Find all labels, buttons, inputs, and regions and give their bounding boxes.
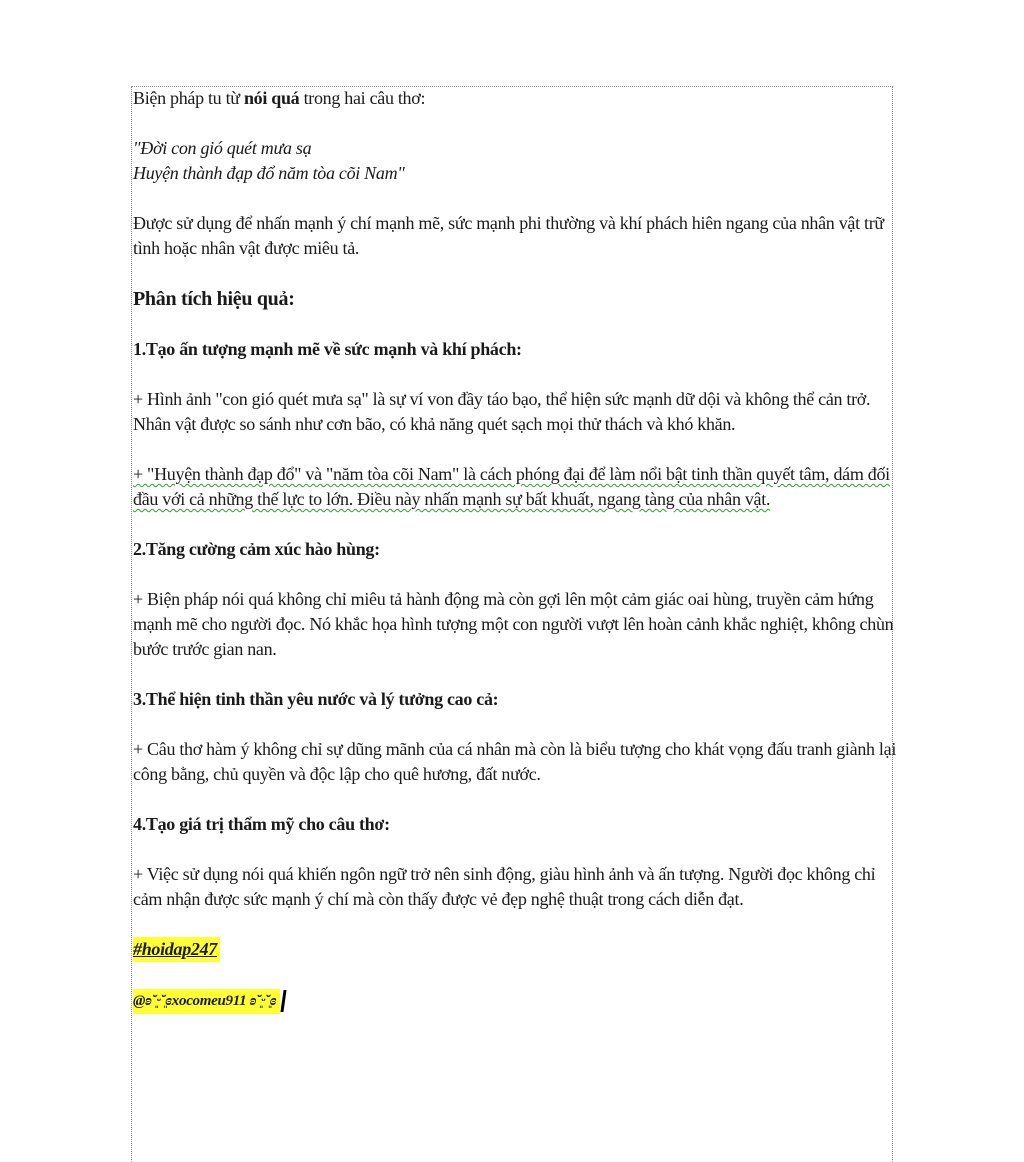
hashtag[interactable]: #hoidap247 bbox=[133, 937, 220, 962]
purpose-paragraph: Được sử dụng để nhấn mạnh ý chí mạnh mẽ, sức mạnh phi thường và khí phách hiên ngang của nhân vật trữ tình hoặc nhân vật được miêu tả. bbox=[133, 213, 884, 258]
section-3-title: 3.Thể hiện tinh thần yêu nước và lý tưởng cao cả: bbox=[133, 689, 499, 709]
section-3-title-text: 3.Thể hiện tinh thần yêu nước và lý tưởng cao cả bbox=[133, 689, 493, 709]
poem-line-1: "Đời con gió quét mưa sạ bbox=[133, 138, 312, 158]
text-cursor bbox=[281, 990, 287, 1012]
intro-prefix: Biện pháp tu từ bbox=[133, 88, 244, 108]
section-1-paragraph-2: + "Huyện thành đạp đổ" và "năm tòa cõi Nam" là cách phóng đại để làm nổi bật tinh thần quyết tâm, dám đối đầu với cả những thế lực to lớn. Điều này nhấn mạnh sự bất khuất, ngang tàng của nhân vật. bbox=[133, 464, 890, 509]
section-2-paragraph-1: + Biện pháp nói quá không chỉ miêu tả hành động mà còn gợi lên một cảm giác oai hùng, truyền cảm hứng mạnh mẽ cho người đọc. Nó khắc họa hình tượng một con người vượt lên hoàn cảnh khắc nghiệt, không chùn bước trước gian nan. bbox=[133, 589, 894, 659]
section-2-title: 2.Tăng cường cảm xúc hào hùng: bbox=[133, 539, 380, 559]
signature: @ʚ˘͈ᵕ˘͈ɞxocomeu911 ʚ˘͈ᵕ˘͈ɞ bbox=[133, 989, 280, 1014]
intro-bold: nói quá bbox=[243, 88, 300, 108]
signature-line bbox=[133, 987, 901, 1014]
section-2-title-text: 2.Tăng cường cảm xúc hào hùng bbox=[133, 539, 375, 559]
section-4-paragraph-1: + Việc sử dụng nói quá khiến ngôn ngữ trở nên sinh động, giàu hình ảnh và ấn tượng. Người đọc không chỉ cảm nhận được sức mạnh ý chí mà còn thấy được vẻ đẹp nghệ thuật trong cách diễn đạt. bbox=[133, 864, 876, 909]
poem-block bbox=[133, 136, 901, 186]
section-1-title: 1.Tạo ấn tượng mạnh mẽ về sức mạnh và khí phách: bbox=[133, 339, 522, 359]
section-1-paragraph-1: + Hình ảnh "con gió quét mưa sạ" là sự ví von đầy táo bạo, thể hiện sức mạnh dữ dội và không thể cản trở. Nhân vật được so sánh như cơn bão, có khả năng quét sạch mọi thử thách và khó khăn. bbox=[133, 389, 871, 434]
section-4-title-text: 4.Tạo giá trị thẩm mỹ cho câu thơ bbox=[133, 814, 385, 834]
section-3-paragraph-1: + Câu thơ hàm ý không chỉ sự dũng mãnh của cá nhân mà còn là biểu tượng cho khát vọng đấu tranh giành lại công bằng, chủ quyền và độc lập cho quê hương, đất nước. bbox=[133, 739, 897, 784]
document-body[interactable] bbox=[133, 86, 901, 1039]
intro-line bbox=[133, 86, 901, 111]
poem-line-2: Huyện thành đạp đổ năm tòa cõi Nam" bbox=[133, 163, 405, 183]
section-1-title-text: 1.Tạo ấn tượng mạnh mẽ về sức mạnh và khí phách bbox=[133, 339, 517, 359]
intro-suffix: trong hai câu thơ: bbox=[299, 88, 426, 108]
section-4-title: 4.Tạo giá trị thẩm mỹ cho câu thơ: bbox=[133, 814, 390, 834]
hashtag-line bbox=[133, 937, 901, 962]
analysis-heading: Phân tích hiệu quả: bbox=[133, 288, 295, 310]
